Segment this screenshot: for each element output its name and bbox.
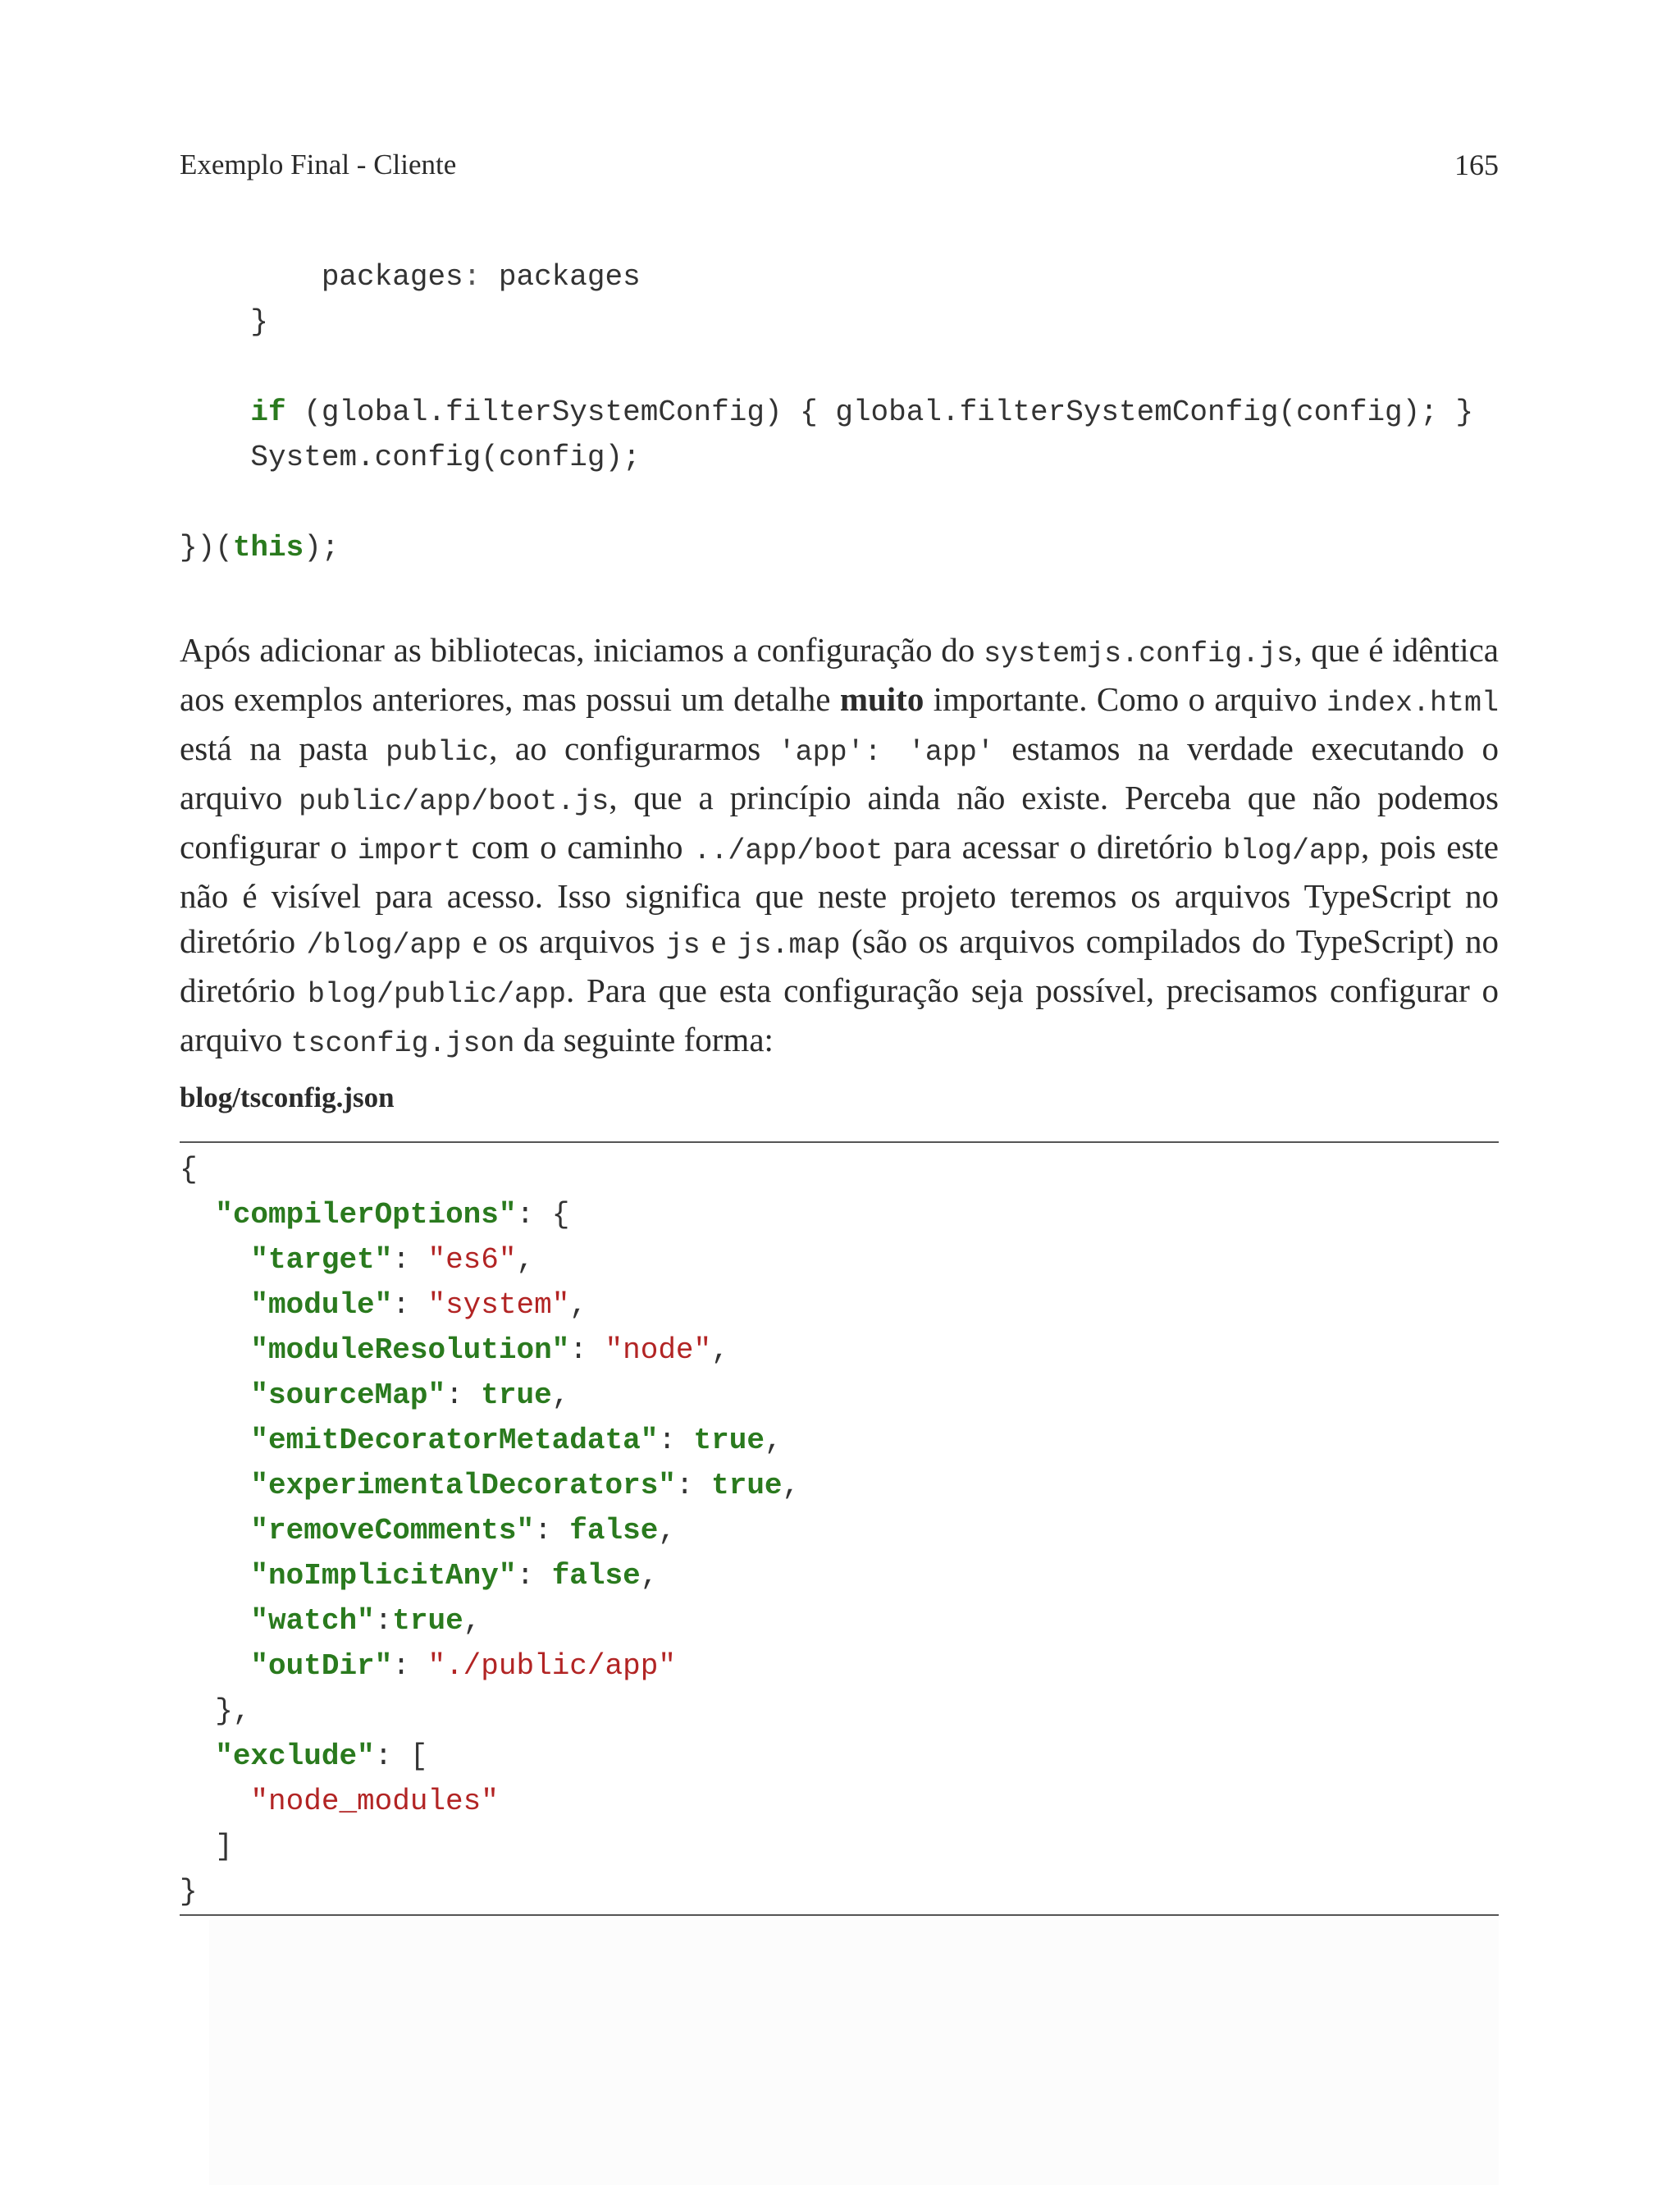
code-token: "emitDecoratorMetadata": [250, 1424, 659, 1457]
code-token: :: [445, 1378, 482, 1412]
code-token: :: [374, 1604, 393, 1638]
code-indent: [180, 395, 250, 429]
code-token: "system": [427, 1288, 570, 1322]
code-token: "compilerOptions": [215, 1198, 517, 1232]
code-token: "experimentalDecorators": [250, 1469, 676, 1502]
code-indent: [180, 1830, 215, 1863]
code-line: [180, 1282, 587, 1328]
paragraph-text: , pois este não é visível para acesso. Isso significa que neste projeto teremos os arquivos TypeScript no diretório: [180, 828, 1499, 960]
code-line: [180, 1373, 569, 1418]
page-number: 165: [1454, 149, 1499, 181]
code-token: ,: [782, 1469, 801, 1502]
code-token: "module": [250, 1288, 393, 1322]
code-token: "target": [250, 1243, 393, 1277]
code-indent: [180, 1333, 250, 1367]
code-indent: [180, 441, 250, 474]
code-token: "outDir": [250, 1649, 393, 1683]
code-token: if: [250, 395, 286, 429]
inline-code: ../app/boot: [693, 834, 883, 867]
code-token: "removeComments": [250, 1514, 535, 1547]
code-indent: [180, 1514, 250, 1547]
code-indent: [180, 1694, 215, 1728]
code-token: packages: [481, 260, 641, 294]
code-block-top-rule: [180, 1141, 1499, 1143]
code-token: ,: [764, 1424, 783, 1457]
code-indent: [180, 1198, 215, 1232]
paragraph-text: , ao configurarmos: [489, 729, 778, 767]
code-filename-label: blog/tsconfig.json: [180, 1081, 395, 1113]
paragraph-text: Após adicionar as bibliotecas, iniciamos a configuração do: [180, 631, 984, 669]
code-line: [180, 1508, 676, 1553]
inline-code: public: [386, 736, 490, 769]
page-bottom-panel: [209, 1920, 1499, 2185]
code-token: "./public/app": [427, 1649, 676, 1683]
paragraph-text: com o caminho: [460, 828, 694, 866]
code-token: :: [534, 1514, 570, 1547]
code-token: :: [675, 1469, 712, 1502]
code-token: true: [392, 1604, 463, 1638]
paragraph-text: , que é idêntica aos exemplos anteriores, mas possui um detalhe: [180, 631, 1499, 718]
code-line: [180, 1192, 569, 1237]
code-line: [180, 1328, 729, 1373]
code-token: "exclude": [215, 1739, 375, 1773]
code-token: :: [658, 1424, 694, 1457]
inline-code: import: [357, 834, 461, 867]
code-indent: [180, 1739, 215, 1773]
code-block-bottom-rule: [180, 1914, 1499, 1916]
code-indent: [180, 1559, 250, 1593]
code-indent: [180, 1785, 250, 1818]
code-line: [180, 254, 641, 299]
code-token: ,: [658, 1514, 676, 1547]
paragraph-text: importante. Como o arquivo: [924, 680, 1326, 718]
code-token: "sourceMap": [250, 1378, 446, 1412]
code-indent: [180, 1424, 250, 1457]
code-indent: [180, 305, 250, 339]
code-line: [180, 1553, 658, 1598]
code-token: :: [463, 260, 482, 294]
code-token: ,: [463, 1604, 482, 1638]
paragraph-text: estamos na verdade executando o arquivo: [180, 729, 1500, 816]
code-token: ,: [640, 1559, 659, 1593]
code-line: [180, 1463, 800, 1508]
code-token: "moduleResolution": [250, 1333, 570, 1367]
code-line: [180, 1779, 499, 1824]
paragraph-text: (são os arquivos compilados do TypeScript) no diretório: [180, 922, 1499, 1009]
paragraph-text: , que a princípio ainda não existe. Perceba que não podemos configurar o: [180, 779, 1499, 866]
code-token: ]: [215, 1830, 233, 1863]
inline-code: public/app/boot.js: [299, 785, 609, 818]
page-header: [180, 144, 1499, 185]
code-indent: [180, 1288, 250, 1322]
code-token: {: [180, 1153, 198, 1186]
code-line: [180, 1237, 534, 1282]
code-indent: [180, 260, 322, 294]
code-token: "node": [605, 1333, 712, 1367]
code-token: "es6": [427, 1243, 517, 1277]
inline-code: blog/app: [1223, 834, 1362, 867]
code-line: [180, 299, 268, 345]
paragraph-text: está na pasta: [180, 729, 386, 767]
paragraph-text: da seguinte forma:: [514, 1021, 774, 1058]
code-token: })(: [180, 531, 233, 565]
paragraph-text: e: [700, 922, 737, 960]
code-token: "watch": [250, 1604, 375, 1638]
code-indent: [180, 1649, 250, 1683]
code-line: [180, 1734, 427, 1779]
emphasis-text: muito: [839, 680, 924, 718]
paragraph-text: e os arquivos: [461, 922, 666, 960]
inline-code: 'app': 'app': [778, 736, 994, 769]
code-token: packages: [321, 260, 463, 294]
inline-code: blog/public/app: [307, 978, 567, 1011]
code-token: }: [180, 1875, 198, 1908]
code-line: [180, 1643, 676, 1689]
paragraph-text: . Para que esta configuração seja possível, precisamos configurar o arquivo: [180, 971, 1499, 1058]
code-token: ,: [711, 1333, 729, 1367]
code-token: System.config(config);: [250, 441, 641, 474]
code-line: [180, 1598, 481, 1643]
code-line: [180, 1418, 783, 1463]
code-token: }: [250, 305, 269, 339]
code-line: [180, 390, 1473, 435]
code-token: :: [392, 1288, 428, 1322]
code-token: :: [569, 1333, 605, 1367]
code-token: ,: [551, 1378, 570, 1412]
code-token: true: [693, 1424, 765, 1457]
inline-code: /blog/app: [306, 929, 462, 962]
code-line: [180, 1689, 250, 1734]
code-line: [180, 1869, 198, 1914]
code-indent: [180, 1469, 250, 1502]
code-line: [180, 435, 641, 480]
code-token: true: [711, 1469, 783, 1502]
code-token: :: [392, 1243, 428, 1277]
inline-code: js.map: [737, 929, 841, 962]
code-token: false: [569, 1514, 659, 1547]
code-token: ,: [569, 1288, 587, 1322]
paragraph-text: para acessar o diretório: [883, 828, 1224, 866]
code-token: true: [481, 1378, 552, 1412]
code-token: false: [551, 1559, 641, 1593]
code-token: this: [232, 531, 304, 565]
body-paragraph: [180, 628, 1499, 1067]
code-token: },: [215, 1694, 251, 1728]
code-line: [180, 1147, 198, 1192]
code-token: "noImplicitAny": [250, 1559, 517, 1593]
code-token: :: [392, 1649, 428, 1683]
chapter-title: Exemplo Final - Cliente: [180, 149, 457, 181]
inline-code: systemjs.config.js: [984, 638, 1294, 670]
code-indent: [180, 1243, 250, 1277]
code-line: [180, 525, 339, 570]
code-token: (global.filterSystemConfig) { global.filterSystemConfig(config); }: [285, 395, 1474, 429]
inline-code: js: [665, 929, 701, 962]
code-line: [180, 1824, 233, 1869]
code-token: );: [304, 531, 340, 565]
code-indent: [180, 1604, 250, 1638]
inline-code: index.html: [1326, 687, 1499, 720]
inline-code: tsconfig.json: [290, 1027, 515, 1060]
code-indent: [180, 1378, 250, 1412]
code-token: ,: [516, 1243, 535, 1277]
code-token: "node_modules": [250, 1785, 499, 1818]
code-token: :: [516, 1559, 552, 1593]
code-token: : [: [374, 1739, 428, 1773]
code-token: : {: [516, 1198, 570, 1232]
